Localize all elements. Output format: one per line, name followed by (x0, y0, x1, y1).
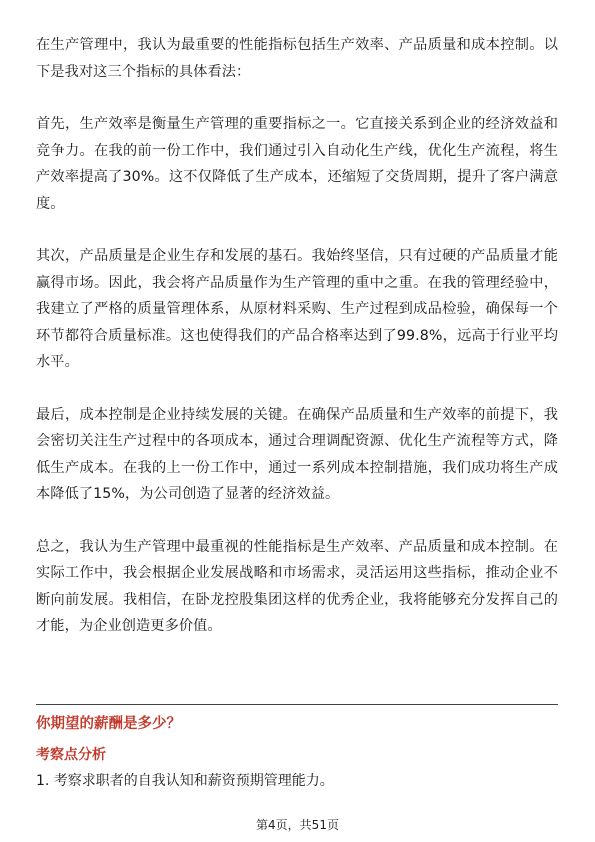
document-body (36, 32, 558, 666)
paragraph-summary: 总之，我认为生产管理中最重视的性能指标是生产效率、产品质量和成本控制。在实际工作中，我会根据企业发展战略和市场需求，灵活运用这些指标，推动企业不断向前发展。我相信，在卧龙控股集团这样的优秀企业，我将能够充分发挥自己的才能，为企业创造更多价值。 (36, 538, 558, 634)
paragraph-intro: 在生产管理中，我认为最重要的性能指标包括生产效率、产品质量和成本控制。以下是我对这三个指标的具体看法： (36, 37, 558, 80)
analysis-item: 1. 考察求职者的自我认知和薪资预期管理能力。 (36, 773, 334, 789)
paragraph-efficiency: 首先，生产效率是衡量生产管理的重要指标之一。它直接关系到企业的经济效益和竞争力。在我的前一份工作中，我们通过引入自动化生产线，优化生产流程，将生产效率提高了30%。这不仅降低了生产成本，还缩短了交货周期，提升了客户满意度。 (36, 116, 558, 212)
section-divider (36, 704, 558, 705)
page-number: 第4页，共51页 (256, 818, 339, 832)
paragraph-quality: 其次，产品质量是企业生存和发展的基石。我始终坚信，只有过硬的产品质量才能赢得市场。因此，我会将产品质量作为生产管理的重中之重。在我的管理经验中，我建立了严格的质量管理体系，从原材料采购、生产过程到成品检验，确保每一个环节都符合质量标准。这也使得我们的产品合格率达到了99.8%，远高于行业平均水平。 (36, 248, 558, 370)
question-heading: 你期望的薪酬是多少？ (36, 716, 181, 732)
paragraph-cost: 最后，成本控制是企业持续发展的关键。在确保产品质量和生产效率的前提下，我会密切关注生产过程中的各项成本，通过合理调配资源、优化生产流程等方式，降低生产成本。在我的上一份工作中，通过一系列成本控制措施，我们成功将生产成本降低了15%，为公司创造了显著的经济效益。 (36, 406, 558, 502)
analysis-heading: 考察点分析 (36, 747, 106, 763)
